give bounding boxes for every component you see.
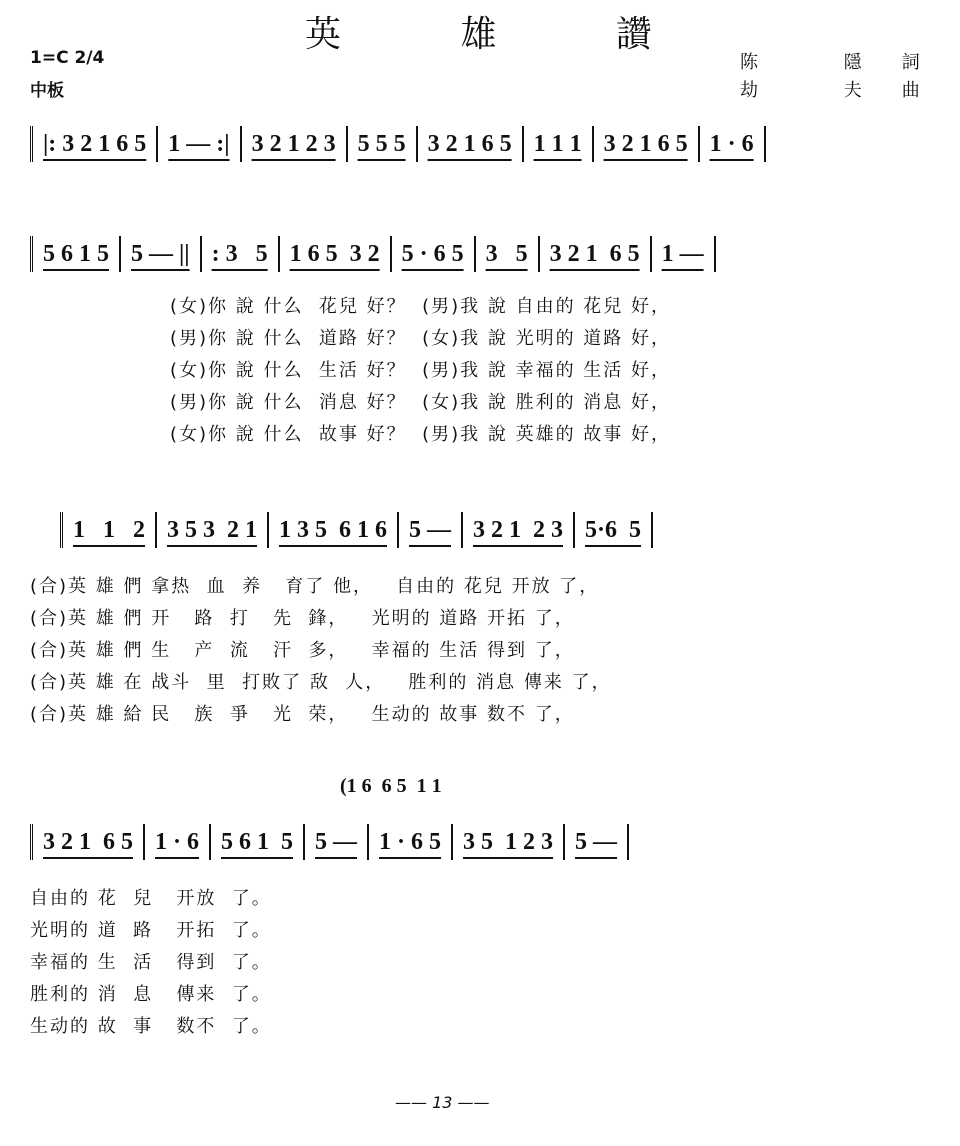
measure: 3 2 1 2 3 [242,126,348,162]
verse-block-2 [30,572,612,732]
measure: 1 1 1 [524,126,594,162]
lyric-line: 生动的 故 事 数不 了。 [30,1016,272,1037]
lyric-line: (男)你 說 什么 道路 好？ (女)我 說 光明的 道路 好， [170,328,672,349]
verse-block-1 [170,292,671,452]
tempo-marking: 中板 [30,81,64,101]
measure: 1 — :| [158,126,241,162]
measure: 5 — [565,824,629,860]
measure: 3 2 1 6 5 [30,824,145,860]
lyricist-credit: 陈 隱詞 [740,52,960,73]
lyric-line: (女)你 說 什么 故事 好？ (男)我 說 英雄的 故事 好， [170,424,672,445]
lyric-line: 幸福的 生 活 得到 了。 [30,952,272,973]
measure: 1 · 6 [700,126,766,162]
measure: 1 3 5 6 1 6 [269,512,399,548]
measure: 5·6 5 [575,512,653,548]
lyric-line: 胜利的 消 息 傳来 了。 [30,984,272,1005]
measure: 3 5 1 2 3 [453,824,565,860]
measure: 5 — || [121,236,202,272]
measure: 3 5 3 2 1 [157,512,269,548]
staff-line-3 [60,508,653,548]
measure: 3 2 1 6 5 [418,126,524,162]
page-number: —— 13 —— [395,1093,490,1112]
measure: 5 — [305,824,369,860]
lyric-line: 自由的 花 兒 开放 了。 [30,888,272,909]
measure: 5 6 1 5 [211,824,305,860]
lyric-line: 光明的 道 路 开拓 了。 [30,920,272,941]
measure: 1 6 5 3 2 [280,236,392,272]
measure: 1 — [652,236,716,272]
measure: : 3 5 [202,236,280,272]
lyric-line: (合)英 雄 們 生 产 流 汗 多， 幸福的 生活 得到 了， [30,640,575,661]
lyric-line: (合)英 雄 們 开 路 打 先 鋒， 光明的 道路 开拓 了， [30,608,575,629]
measure: |: 3 2 1 6 5 [30,126,158,162]
measure: 3 2 1 6 5 [594,126,700,162]
interlude-notation: (1 6 6 5 1 1 [340,775,442,797]
measure: 3 2 1 6 5 [540,236,652,272]
measure: 5 · 6 5 [392,236,476,272]
staff-line-1 [30,122,766,162]
lyric-line: (合)英 雄 們 拿热 血 养 育了 他， 自由的 花兒 开放 了， [30,576,600,597]
measure: 3 2 1 2 3 [463,512,575,548]
composer-credit: 劫 夫曲 [740,80,960,101]
lyric-line: (女)你 說 什么 花兒 好？ (男)我 說 自由的 花兒 好， [170,296,672,317]
measure: 1 · 6 5 [369,824,453,860]
measure: 5 6 1 5 [30,236,121,272]
verse-block-3 [30,884,272,1044]
measure: 1 1 2 [60,512,157,548]
lyric-line: (合)英 雄 在 战斗 里 打敗了 敌 人， 胜利的 消息 傳来 了， [30,672,612,693]
measure: 3 5 [476,236,540,272]
staff-line-4 [30,820,629,860]
song-title: 英 雄 讚 [305,14,706,55]
lyric-line: (合)英 雄 給 民 族 爭 光 荣， 生动的 故事 数不 了， [30,704,575,725]
measure: 5 5 5 [348,126,418,162]
measure: 5 — [399,512,463,548]
measure: 1 · 6 [145,824,211,860]
lyric-line: (男)你 說 什么 消息 好？ (女)我 說 胜利的 消息 好， [170,392,672,413]
lyric-line: (女)你 說 什么 生活 好？ (男)我 說 幸福的 生活 好， [170,360,672,381]
key-signature: 1=C 2/4 [30,48,105,68]
staff-line-2 [30,232,716,272]
